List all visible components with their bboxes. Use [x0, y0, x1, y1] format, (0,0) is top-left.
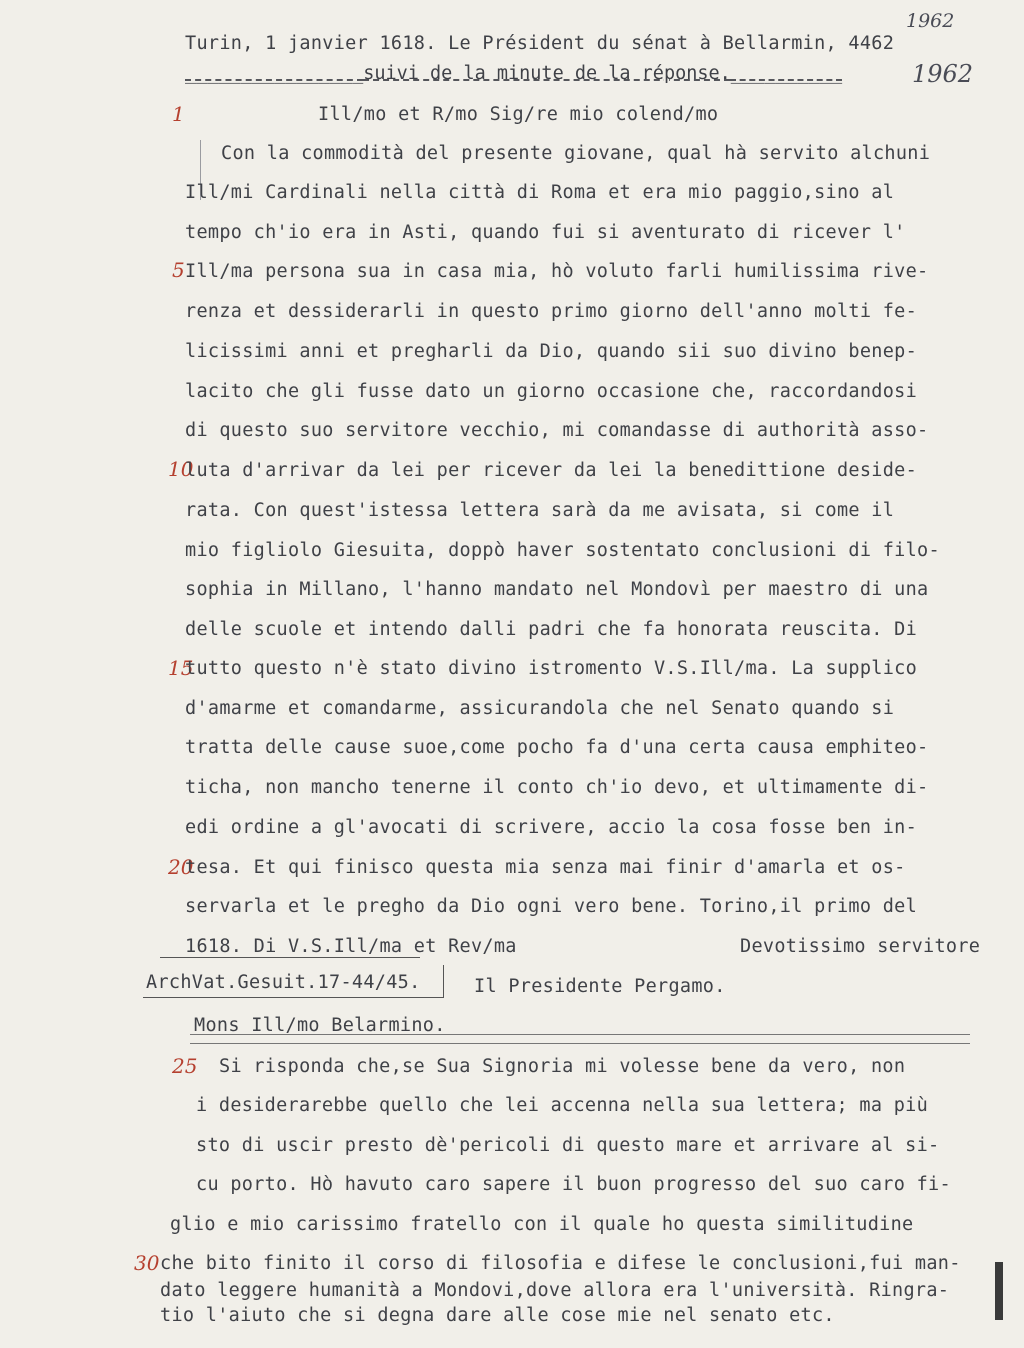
reply-line: cu porto. Hò havuto caro sapere il buon progresso del suo caro fi- — [196, 1174, 951, 1195]
signature: Il Presidente Pergamo. — [474, 976, 726, 997]
subtitle-text: suivi de la minute de la réponse. — [363, 63, 731, 84]
title-line: Turin, 1 janvier 1618. Le Président du sénat à Bellarmin, 4462 — [185, 33, 895, 54]
margin-number-20: 20 — [168, 855, 194, 879]
letter-line: ticha, non mancho tenerne il conto ch'io devo, et ultimamente di- — [185, 777, 929, 798]
margin-number-25: 25 — [172, 1054, 198, 1078]
letter-line: Ill/ma persona sua in casa mia, hò voluto farli humilissima rive- — [185, 261, 929, 282]
archive-ref: ArchVat.Gesuit.17-44/45. — [146, 972, 421, 993]
letter-line: mio figliolo Giesuita, doppò haver sostentato conclusioni di filo- — [185, 540, 940, 561]
margin-number-10: 10 — [168, 457, 194, 481]
reply-line: che bito finito il corso di filosofia e difese le conclusioni,fui man- — [160, 1253, 961, 1274]
separator-line — [160, 957, 420, 958]
number-annotation: 1962 — [906, 10, 955, 32]
letter-line: licissimi anni et pregharli da Dio, quando sii suo divino benep- — [185, 341, 918, 362]
letter-line: servarla et le pregho da Dio ogni vero bene. Torino,il primo del — [185, 896, 918, 917]
letter-line: delle scuole et intendo dalli padri che fa honorata reuscita. Di — [185, 619, 918, 640]
edge-mark — [995, 1262, 1003, 1320]
letter-line: edi ordine a gl'avocati di scrivere, accio la cosa fosse ben in- — [185, 817, 918, 838]
reply-line: tio l'aiuto che si degna dare alle cose mie nel senato etc. — [160, 1305, 835, 1326]
double-rule — [190, 1034, 970, 1044]
date-line: 1618. Di V.S.Ill/ma et Rev/ma — [185, 936, 517, 957]
margin-number-5: 5 — [172, 258, 185, 282]
letter-line: di questo suo servitore vecchio, mi comandasse di authorità asso- — [185, 420, 929, 441]
letter-line: tutto questo n'è stato divino istromento V.S.Ill/ma. La supplico — [185, 658, 918, 679]
margin-number-30: 30 — [134, 1251, 160, 1275]
letter-line: sophia in Millano, l'hanno mandato nel Mondovì per maestro di una — [185, 579, 929, 600]
salutation: Ill/mo et R/mo Sig/re mio colend/mo — [318, 104, 719, 125]
addressee: Mons Ill/mo Belarmino. — [194, 1015, 446, 1036]
closing: Devotissimo servitore — [740, 936, 981, 957]
margin-number-1: 1 — [172, 102, 185, 126]
letter-line: tratta delle cause suoe,come pocho fa d'una certa causa emphiteo- — [185, 737, 929, 758]
letter-line: luta d'arrivar da lei per ricever da lei la benedittione deside- — [185, 460, 918, 481]
letter-line: lacito che gli fusse dato un giorno occasione che, raccordandosi — [185, 381, 918, 402]
letter-line: Ill/mi Cardinali nella città di Roma et era mio paggio,sino al — [185, 182, 895, 203]
letter-line: rata. Con quest'istessa lettera sarà da me avisata, si come il — [185, 500, 895, 521]
letter-line: tesa. Et qui finisco questa mia senza mai finir d'amarla et os- — [185, 857, 906, 878]
letter-line: Con la commodità del presente giovane, qual hà servito alchuni — [221, 143, 931, 164]
reply-line: dato leggere humanità a Mondovi,dove allora era l'università. Ringra- — [160, 1280, 950, 1301]
reply-line: sto di uscir presto dè'pericoli di questo mare et arrivare al si- — [196, 1135, 940, 1156]
letter-line: renza et dessiderarli in questo primo giorno dell'anno molti fe- — [185, 301, 918, 322]
reply-line: i desiderarebbe quello che lei accenna nella sua lettera; ma più — [196, 1095, 929, 1116]
subtitle-annotation: 1962 — [912, 60, 974, 88]
letter-line: d'amarme et comandarme, assicurandola che nel Senato quando si — [185, 698, 895, 719]
letter-line: tempo ch'io era in Asti, quando fui si aventurato di ricever l' — [185, 222, 906, 243]
reply-line: glio e mio carissimo fratello con il quale ho questa similitudine — [170, 1214, 914, 1235]
subtitle-line: ________________suivi de la minute de la réponse.__________ — [185, 63, 843, 84]
reply-line: Si risponda che,se Sua Signoria mi volesse bene da vero, non — [219, 1056, 906, 1077]
margin-number-15: 15 — [168, 656, 194, 680]
